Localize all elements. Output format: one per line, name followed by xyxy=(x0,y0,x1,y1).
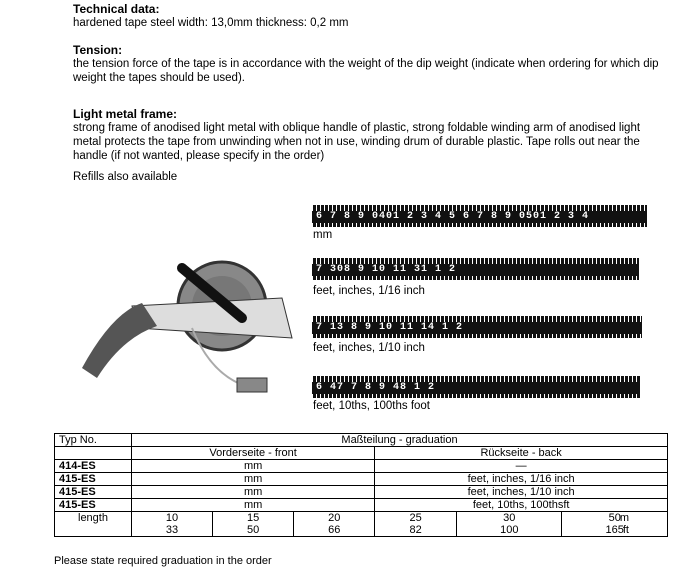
refills-text: Refills also available xyxy=(73,171,178,183)
tape-ft xyxy=(312,376,640,398)
tape-16-caption: feet, inches, 1/16 inch xyxy=(313,285,425,297)
tape-ft-caption: feet, 10ths, 100ths foot xyxy=(313,400,430,412)
technical-title: Technical data: xyxy=(73,2,160,16)
back-header: Rückseite - back xyxy=(375,447,668,460)
frame-text: strong frame of anodised light metal with oblique handle of plastic, strong foldable winding arm of anodised light metal protects the tape from unwinding when not in use, winding drum of durable plastic. Tape rolls out near the handle (if not wanted, please specify in the order) xyxy=(73,122,641,162)
tape-mm-caption: mm xyxy=(313,229,333,241)
product-table xyxy=(54,433,668,537)
tape-measure-image xyxy=(62,258,302,418)
table-row: 415-ES mm feet, inches, 1/10 inch xyxy=(55,486,668,499)
typ-header: Typ No. xyxy=(55,434,132,447)
table-row: 415-ES mm feet, 10ths, 100thsft xyxy=(55,499,668,512)
tape-mm-numbers: 6 7 8 9 0401 2 3 4 5 6 7 8 9 0501 2 3 4 xyxy=(316,211,590,222)
tape-10 xyxy=(312,316,642,338)
table-row: 414-ES mm — xyxy=(55,460,668,473)
length-label: length xyxy=(55,512,132,537)
tape-16 xyxy=(312,258,639,280)
tape-ft-numbers: 6 47 7 8 9 48 1 2 xyxy=(316,382,436,393)
graduation-header: Maßteilung - graduation xyxy=(132,434,668,447)
tape-10-caption: feet, inches, 1/10 inch xyxy=(313,342,425,354)
length-row: length 10 33 15 50 20 66 25 82 30 100 50 165 m ft xyxy=(55,512,668,537)
tape-mm xyxy=(312,205,647,227)
technical-section xyxy=(73,2,663,30)
order-note: Please state required graduation in the order xyxy=(54,555,272,567)
technical-text: hardened tape steel width: 13,0mm thickness: 0,2 mm xyxy=(73,17,349,29)
frame-section xyxy=(73,107,663,163)
tape-16-numbers: 7 308 9 10 11 31 1 2 xyxy=(316,264,457,275)
tension-text: the tension force of the tape is in accordance with the weight of the dip weight (indicate when ordering for which dip weight the tapes should be used). xyxy=(73,58,659,84)
front-header: Vorderseite - front xyxy=(132,447,375,460)
tension-title: Tension: xyxy=(73,43,123,57)
tape-10-numbers: 7 13 8 9 10 11 14 1 2 xyxy=(316,322,464,333)
frame-title: Light metal frame: xyxy=(73,107,178,121)
tension-section xyxy=(73,43,663,85)
table-row: 415-ES mm feet, inches, 1/16 inch xyxy=(55,473,668,486)
